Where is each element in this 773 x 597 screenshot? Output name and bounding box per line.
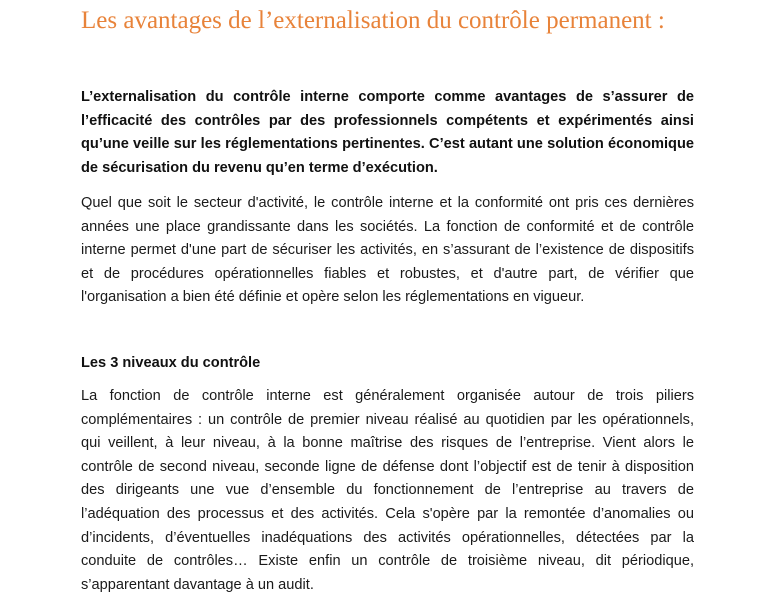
- section-heading: Les 3 niveaux du contrôle: [81, 355, 261, 371]
- body-paragraph-1: Quel que soit le secteur d'activité, le contrôle interne et la conformité ont pris ces dernières années une place grandissante dans les sociétés. La fonction de conformité et de contrôle interne permet d'une part de sécuriser les activités, en s’assurant de l’existence de dispositifs et de procédures opérationnelles fiables et robustes, et d'autre part, de vérifier que l'organisation a bien été définie et opère selon les réglementations en vigueur.: [81, 195, 694, 306]
- intro-paragraph: L’externalisation du contrôle interne comporte comme avantages de s’assurer de l’efficacité des contrôles par des professionnels compétents et expérimentés ainsi qu’une veille sur les réglementations pertinentes. C’est autant une solution économique de sécurisation du revenu qu’en terme d’exécution.: [81, 89, 694, 176]
- page-title: Les avantages de l’externalisation du contrôle permanent :: [81, 7, 665, 34]
- body-paragraph-2: La fonction de contrôle interne est généralement organisée autour de trois piliers complémentaires : un contrôle de premier niveau réalisé au quotidien par les opérationnels, qui veillent, à leur niveau, à la bonne maîtrise des risques de l’entreprise. Vient alors le contrôle de second niveau, seconde ligne de défense dont l’objectif est de tenir à disposition des dirigeants une vue d’ensemble du fonctionnement de l’entreprise au travers de l’adéquation des processus et des activités. Cela s'opère par la remontée d’anomalies ou d’incidents, d’éventuelles inadéquations des activités opérationnelles, détectées par la conduite de contrôles… Existe enfin un contrôle de troisième niveau, dit périodique, s’apparentant davantage à un audit.: [81, 388, 694, 593]
